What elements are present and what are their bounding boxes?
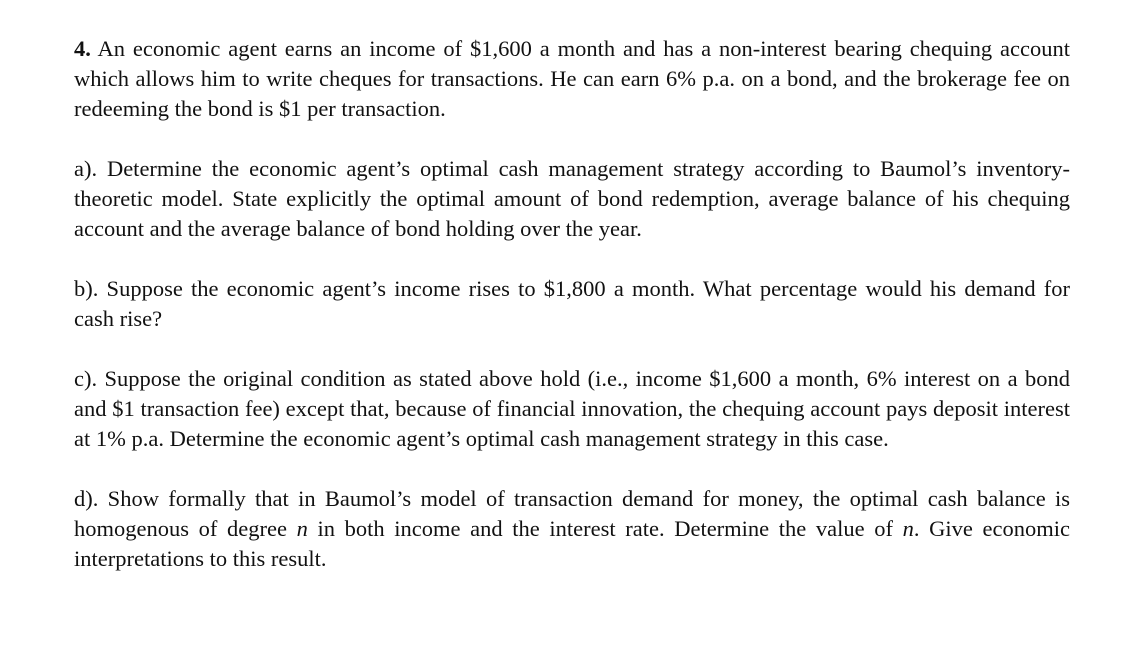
question-number: 4. bbox=[74, 36, 91, 61]
part-d-text-1: d). Show formally that in Baumol’s model of transaction demand for money, the optimal cash balance is homogenous of degree bbox=[74, 486, 1070, 541]
part-d-variable-n-2: n bbox=[902, 516, 914, 541]
question-document bbox=[74, 34, 1070, 574]
question-intro-text: An economic agent earns an income of $1,600 a month and has a non-interest bearing chequing account which allows him to write cheques for transactions. He can earn 6% p.a. on a bond, and the brokerage fee on redeeming the bond is $1 per transaction. bbox=[74, 36, 1071, 121]
part-d-text-2: in both income and the interest rate. Determine the value of bbox=[317, 516, 894, 541]
part-d-variable-n: n bbox=[296, 516, 308, 541]
part-c: c). Suppose the original condition as stated above hold (i.e., income $1,600 a month, 6% interest on a bond and $1 transaction fee) except that, because of financial innovation, the chequing account pays deposit interest at 1% p.a. Determine the economic agent’s optimal cash management strategy in this case. bbox=[74, 366, 1070, 451]
part-a: a). Determine the economic agent’s optimal cash management strategy according to Baumol’s inventory-theoretic model. State explicitly the optimal amount of bond redemption, average balance of his chequing account and the average balance of bond holding over the year. bbox=[74, 156, 1070, 241]
part-b: b). Suppose the economic agent’s income rises to $1,800 a month. What percentage would his demand for cash rise? bbox=[74, 276, 1070, 331]
part-d-text-3: . Give economic interpretations to this result. bbox=[74, 516, 1071, 571]
part-d bbox=[74, 484, 1070, 574]
question-intro bbox=[74, 34, 1070, 124]
